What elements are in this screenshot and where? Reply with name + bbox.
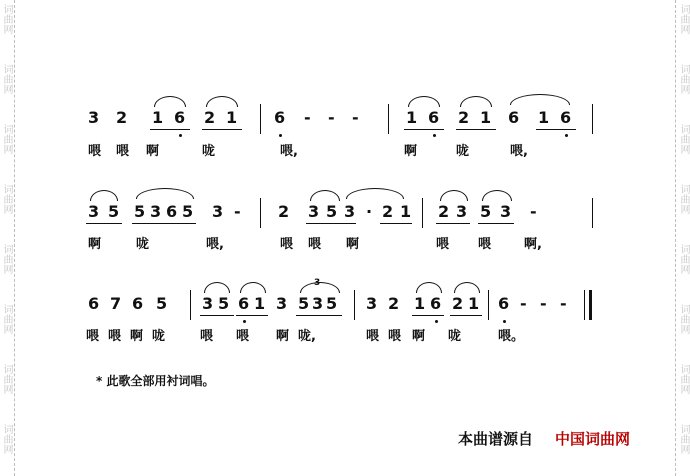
note: - — [540, 294, 547, 313]
source-site-link[interactable]: 中国词曲网 — [555, 430, 631, 448]
lyric: 咙 — [202, 144, 216, 159]
underline-beam — [200, 315, 234, 316]
lyric: 喂, — [280, 144, 298, 159]
lyric: 喂 — [200, 329, 214, 344]
watermark-text: 词曲网 — [678, 4, 689, 34]
low-octave-dot — [179, 134, 182, 137]
underline-beam — [436, 223, 470, 224]
underline-beam — [380, 223, 412, 224]
note: 6 — [430, 294, 442, 313]
right-dashed-rule — [675, 0, 676, 476]
watermark-text: 词曲网 — [1, 424, 12, 454]
watermark-text: 词曲网 — [678, 184, 689, 214]
note: 6 — [238, 294, 250, 313]
lyric: 喂 — [366, 329, 380, 344]
note: 1 — [254, 294, 266, 313]
lyric: 喂。 — [498, 329, 525, 344]
barline — [592, 198, 593, 228]
note: 2 — [438, 202, 450, 221]
lyric: 啊 — [412, 329, 426, 344]
note: 5 — [326, 202, 338, 221]
watermark-text: 词曲网 — [1, 304, 12, 334]
watermark-text: 词曲网 — [1, 184, 12, 214]
note: 3 — [88, 202, 100, 221]
lyric: 喂, — [206, 237, 224, 252]
watermark-text: 词曲网 — [678, 424, 689, 454]
barline — [260, 104, 261, 134]
note: 5 — [480, 202, 492, 221]
note: 5 — [156, 294, 168, 313]
lyric-line-1 — [84, 143, 604, 161]
note: 5 — [326, 294, 338, 313]
lyric: 喂 — [478, 237, 492, 252]
slur — [454, 282, 480, 293]
watermark-text: 词曲网 — [678, 304, 689, 334]
slur — [154, 96, 186, 107]
watermark-text: 词曲网 — [1, 244, 12, 274]
underline-beam — [236, 315, 268, 316]
note: 6 — [166, 202, 178, 221]
underline-beam — [86, 223, 122, 224]
lyric: 啊 — [276, 329, 290, 344]
note: - — [328, 108, 335, 127]
left-margin-border — [0, 0, 16, 476]
lyric: 啊 — [88, 237, 102, 252]
slur — [240, 282, 266, 293]
low-octave-dot — [565, 134, 568, 137]
underline-beam — [412, 315, 444, 316]
note: 2 — [388, 294, 400, 313]
slur — [346, 188, 404, 199]
note: 1 — [400, 202, 412, 221]
barline — [260, 198, 261, 228]
barline-final-thick — [589, 290, 592, 320]
slur — [408, 96, 440, 107]
underline-beam — [450, 315, 482, 316]
low-octave-dot — [279, 134, 282, 137]
lyric: 啊 — [130, 329, 144, 344]
note: 3 — [276, 294, 288, 313]
lyric: 喂 — [280, 237, 294, 252]
note: 3 — [456, 202, 468, 221]
lyric: 咙 — [136, 237, 150, 252]
note: 6 — [274, 108, 286, 127]
lyric: 喂 — [308, 237, 322, 252]
low-octave-dot — [243, 320, 246, 323]
underline-beam — [150, 129, 190, 130]
slur — [204, 282, 230, 293]
lyric-line-2 — [84, 236, 604, 254]
lyric: 喂 — [108, 329, 122, 344]
note: 3 — [150, 202, 162, 221]
note: 2 — [278, 202, 290, 221]
note: - — [560, 294, 567, 313]
right-margin-border — [674, 0, 690, 476]
note: 5 — [108, 202, 120, 221]
lyric: 喂 — [116, 144, 130, 159]
note: 3 — [312, 294, 324, 313]
source-credit — [458, 428, 630, 449]
underline-beam — [296, 315, 342, 316]
barline — [488, 290, 489, 320]
note: 6 — [174, 108, 186, 127]
note: 6 — [498, 294, 510, 313]
note: 5 — [218, 294, 230, 313]
note: - — [304, 108, 311, 127]
underline-beam — [132, 223, 196, 224]
note: 5 — [298, 294, 310, 313]
note: - — [234, 202, 241, 221]
score-line-3 — [84, 278, 604, 330]
note: 3 — [212, 202, 224, 221]
note: 2 — [382, 202, 394, 221]
note: 3 — [88, 108, 100, 127]
lyric: 啊, — [524, 237, 542, 252]
note: 2 — [452, 294, 464, 313]
underline-beam — [536, 129, 576, 130]
note: 6 — [428, 108, 440, 127]
footnote: * 此歌全部用衬词唱。 — [96, 374, 215, 388]
lyric: 咙 — [448, 329, 462, 344]
low-octave-dot — [435, 320, 438, 323]
slur — [310, 190, 340, 201]
note: 3 — [500, 202, 512, 221]
lyric: 啊 — [404, 144, 418, 159]
lyric: 喂 — [436, 237, 450, 252]
slur — [510, 94, 570, 105]
watermark-text: 词曲网 — [678, 244, 689, 274]
watermark-text: 词曲网 — [678, 124, 689, 154]
triplet-mark: 3 — [314, 278, 321, 288]
slur — [206, 96, 238, 107]
barline — [592, 104, 593, 134]
note: 1 — [480, 108, 492, 127]
note: - — [352, 108, 359, 127]
note: 6 — [508, 108, 520, 127]
barline-final-thin — [584, 290, 585, 320]
note: 3 — [202, 294, 214, 313]
note: 2 — [458, 108, 470, 127]
lyric-line-3 — [84, 328, 604, 346]
barline — [388, 104, 389, 134]
watermark-text: 词曲网 — [678, 64, 689, 94]
lyric: 喂 — [88, 144, 102, 159]
low-octave-dot — [503, 320, 506, 323]
source-label: 本曲谱源自 — [458, 430, 534, 448]
underline-beam — [202, 129, 242, 130]
left-dashed-rule — [14, 0, 15, 476]
barline — [422, 198, 423, 228]
lyric: 咙, — [298, 329, 316, 344]
slur — [136, 188, 194, 199]
watermark-text: 词曲网 — [678, 364, 689, 394]
note: 5 — [134, 202, 146, 221]
lyric: 喂 — [236, 329, 250, 344]
note: 1 — [468, 294, 480, 313]
note: 1 — [226, 108, 238, 127]
lyric: 啊 — [346, 237, 360, 252]
lyric: 喂 — [388, 329, 402, 344]
underline-beam — [306, 223, 356, 224]
note: 7 — [110, 294, 122, 313]
underline-beam — [478, 223, 514, 224]
lyric: 啊 — [146, 144, 160, 159]
note: 1 — [414, 294, 426, 313]
barline — [354, 290, 355, 320]
slur — [460, 96, 492, 107]
note: - — [520, 294, 527, 313]
barline — [190, 290, 191, 320]
note: 3 — [344, 202, 356, 221]
lyric: 喂, — [510, 144, 528, 159]
watermark-text: 词曲网 — [1, 124, 12, 154]
slur — [416, 282, 442, 293]
slur — [440, 190, 468, 201]
watermark-text: 词曲网 — [1, 64, 12, 94]
score-line-1 — [84, 108, 604, 144]
note: 5 — [182, 202, 194, 221]
watermark-text: 词曲网 — [1, 4, 12, 34]
note: 1 — [406, 108, 418, 127]
watermark-text: 词曲网 — [1, 364, 12, 394]
note: 1 — [152, 108, 164, 127]
slur — [90, 190, 118, 201]
slur — [482, 190, 512, 201]
low-octave-dot — [433, 134, 436, 137]
underline-beam — [404, 129, 444, 130]
note: 3 — [308, 202, 320, 221]
note: · — [366, 202, 373, 221]
note: 3 — [366, 294, 378, 313]
score-line-2 — [84, 202, 604, 238]
lyric: 咙 — [152, 329, 166, 344]
note: 2 — [116, 108, 128, 127]
underline-beam — [456, 129, 496, 130]
note: - — [530, 202, 537, 221]
note: 6 — [560, 108, 572, 127]
note: 1 — [538, 108, 550, 127]
lyric: 咙 — [456, 144, 470, 159]
lyric: 喂 — [86, 329, 100, 344]
note: 6 — [88, 294, 100, 313]
note: 2 — [204, 108, 216, 127]
note: 6 — [132, 294, 144, 313]
